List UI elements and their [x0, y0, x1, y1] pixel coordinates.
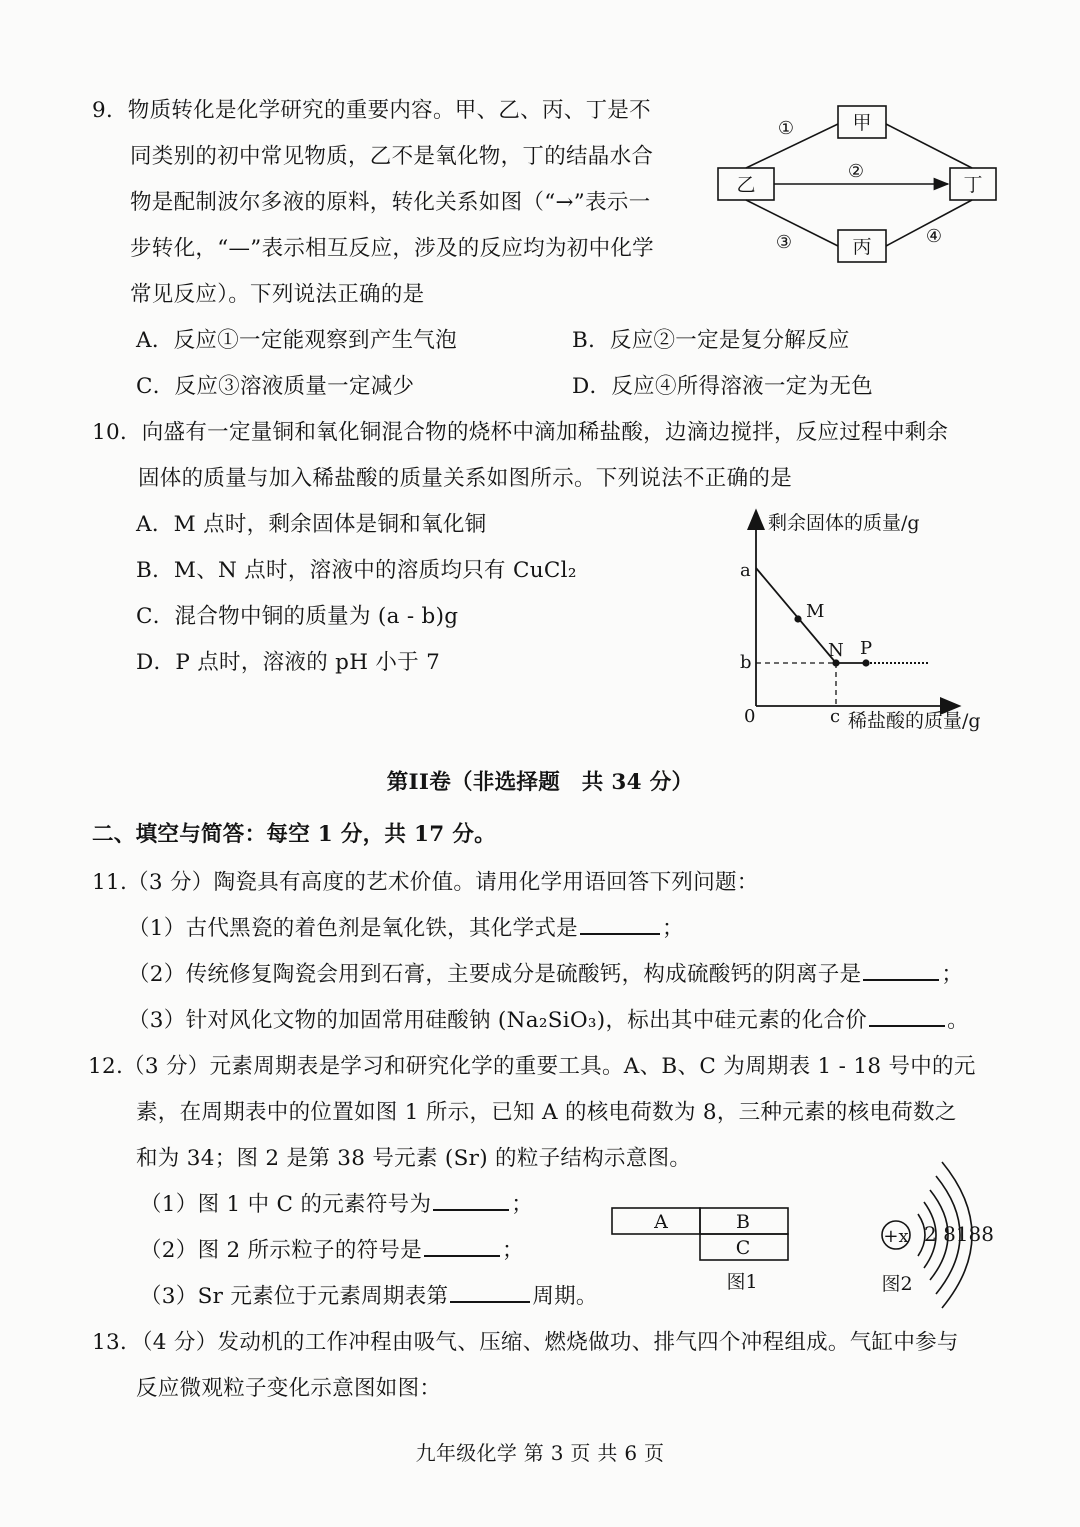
y-axis-label: 剩余固体的质量/g: [768, 512, 920, 534]
tick-b: b: [740, 652, 752, 673]
cell-b-label: B: [736, 1211, 750, 1233]
cell-c-label: C: [735, 1237, 751, 1259]
q12-sub-3: （3）Sr 元素位于元素周期表第 周期。: [140, 1284, 598, 1309]
q9-line-5: 常见反应）。下列说法正确的是: [130, 282, 425, 307]
q11-sub-2: （2）传统修复陶瓷会用到石膏，主要成分是硫酸钙，构成硫酸钙的阴离子是 ；: [128, 962, 964, 987]
q9-option-c: C．反应③溶液质量一定减少: [136, 374, 415, 399]
q11-sub-3: （3）针对风化文物的加固常用硅酸钠 (Na₂SiO₃)，标出其中硅元素的化合价 。: [128, 1008, 969, 1033]
q9-option-d: D．反应④所得溶液一定为无色: [572, 374, 873, 399]
q10-option-a: A．M 点时，剩余固体是铜和氧化铜: [136, 512, 487, 537]
tick-a: a: [740, 560, 751, 581]
q13-line-1: 13．（4 分）发动机的工作冲程由吸气、压缩、燃烧做功、排气四个冲程组成。气缸中参与: [92, 1330, 959, 1355]
fig2-caption: 图2: [881, 1273, 913, 1295]
q9-line-3: 物是配制波尔多液的原料，转化关系如图（“→”表示一: [130, 190, 651, 215]
q9-line-1: 9．物质转化是化学研究的重要内容。甲、乙、丙、丁是不: [92, 98, 651, 123]
fig1-caption: 图1: [726, 1271, 758, 1293]
q12-sub-1: （1）图 1 中 C 的元素符号为 ；: [140, 1192, 534, 1217]
q10-option-d: D．P 点时，溶液的 pH 小于 7: [136, 650, 441, 675]
q10-option-b: B．M、N 点时，溶液中的溶质均只有 CuCl₂: [136, 558, 577, 583]
q9-option-a: A．反应①一定能观察到产生气泡: [136, 328, 458, 353]
label-n1: ①: [777, 118, 795, 139]
q12-sub-2: （2）图 2 所示粒子的符号是 ；: [140, 1238, 524, 1263]
label-ding: 丁: [963, 174, 983, 196]
q11-stem: 11.（3 分）陶瓷具有高度的艺术价值。请用化学用语回答下列问题：: [92, 870, 759, 895]
section2-title: 第II卷（非选择题 共 34 分）: [386, 770, 694, 795]
origin-label: 0: [744, 706, 756, 727]
page-footer: 九年级化学 第 3 页 共 6 页: [415, 1441, 665, 1465]
label-n3: ③: [775, 232, 793, 253]
label-bing: 丙: [852, 236, 872, 258]
q9-line-4: 步转化，“—”表示相互反应，涉及的反应均为初中化学: [130, 236, 654, 261]
label-jia: 甲: [852, 112, 872, 134]
q9-line-2: 同类别的初中常见物质，乙不是氧化物，丁的结晶水合: [130, 144, 654, 169]
label-m: M: [806, 601, 825, 622]
label-yi: 乙: [736, 174, 756, 196]
q12-line-1: 12.（3 分）元素周期表是学习和研究化学的重要工具。A、B、C 为周期表 1 - 18 号中的元: [88, 1054, 976, 1079]
label-n2: ②: [847, 161, 865, 182]
label-p: P: [860, 638, 873, 659]
q12-line-3: 和为 34；图 2 是第 38 号元素 (Sr) 的粒子结构示意图。: [136, 1146, 692, 1171]
part2-header: 二、填空与简答：每空 1 分，共 17 分。: [92, 822, 496, 847]
q9-option-b: B．反应②一定是复分解反应: [572, 328, 850, 353]
q13-line-2: 反应微观粒子变化示意图如图：: [136, 1376, 442, 1401]
q10-line-1: 10．向盛有一定量铜和氧化铜混合物的烧杯中滴加稀盐酸，边滴边搅拌，反应过程中剩余: [92, 420, 949, 445]
q10-option-c: C．混合物中铜的质量为 (a - b)g: [136, 604, 459, 629]
cell-a-label: A: [654, 1211, 668, 1233]
q11-sub-1: （1）古代黑瓷的着色剂是氧化铁，其化学式是 ；: [128, 916, 684, 941]
nucleus-label: +x: [883, 1226, 909, 1247]
label-n: N: [828, 640, 844, 661]
tick-c: c: [830, 706, 841, 727]
electron-counts: 2 8188: [924, 1222, 994, 1246]
x-axis-label: 稀盐酸的质量/g: [848, 710, 981, 732]
q10-line-2: 固体的质量与加入稀盐酸的质量关系如图所示。下列说法不正确的是: [138, 466, 793, 491]
label-n4: ④: [925, 226, 943, 247]
q12-line-2: 素，在周期表中的位置如图 1 所示，已知 A 的核电荷数为 8，三种元素的核电荷数之: [136, 1100, 957, 1125]
